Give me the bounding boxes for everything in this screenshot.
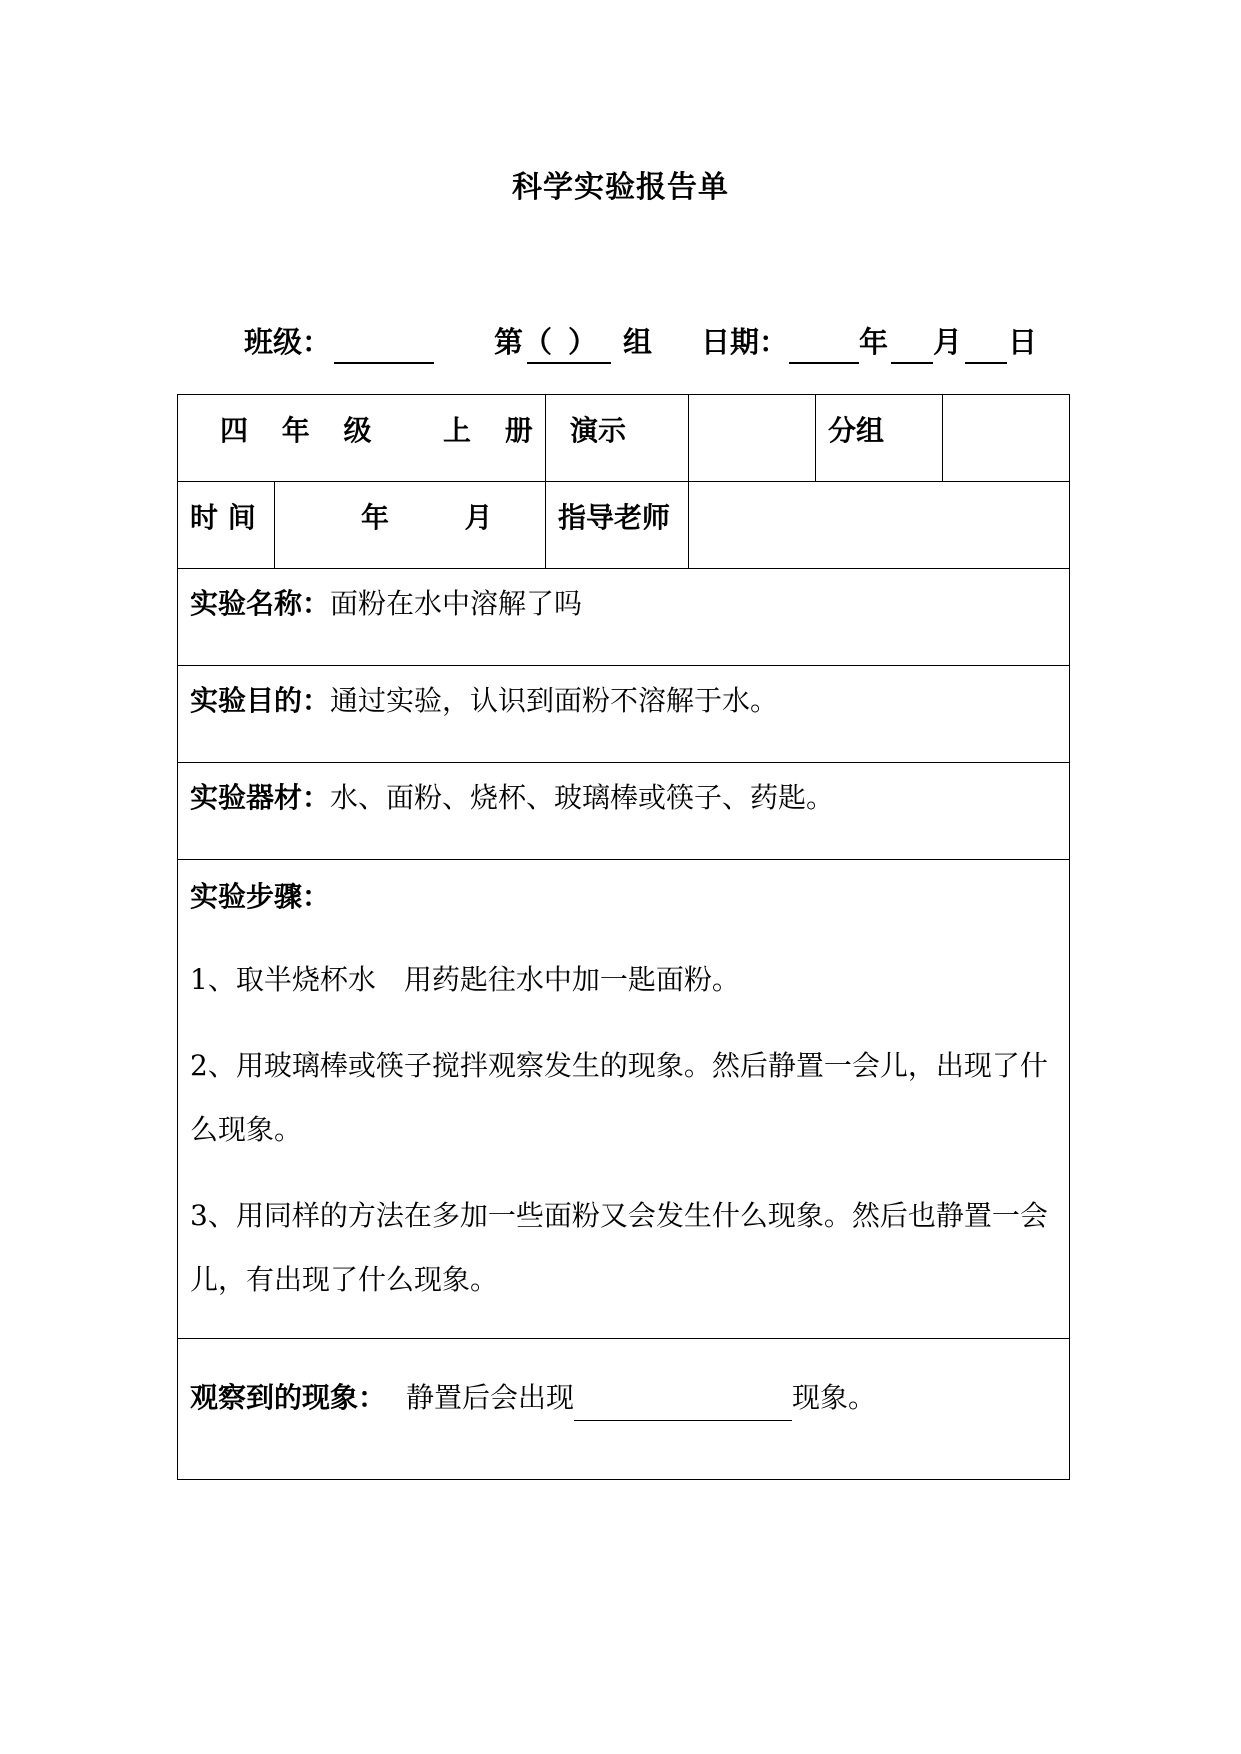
purpose-cell <box>178 666 1070 763</box>
step-item: 2、用玻璃棒或筷子搅拌观察发生的现象。然后静置一会儿，出现了什么现象。 <box>190 1049 1048 1146</box>
observe-blank-field[interactable] <box>574 1384 792 1421</box>
date-month-label: 月 <box>933 325 963 359</box>
materials-label: 实验器材： <box>190 781 331 814</box>
row-time <box>178 482 1070 569</box>
purpose-value: 通过实验，认识到面粉不溶解于水。 <box>330 684 779 717</box>
course-cell <box>178 395 546 482</box>
teacher-value-cell[interactable] <box>689 482 1070 569</box>
report-table <box>177 394 1070 1480</box>
group-suffix: 组 <box>623 325 653 359</box>
class-label: 班级： <box>244 325 332 359</box>
observe-label: 观察到的现象： <box>190 1381 387 1414</box>
demo-value-cell[interactable] <box>689 395 816 482</box>
volume-text: 上 册 <box>443 414 545 447</box>
date-year-label: 年 <box>859 325 889 359</box>
time-year: 年 <box>361 501 390 534</box>
demo-label: 演示 <box>570 414 627 447</box>
row-purpose <box>178 666 1070 763</box>
group-label: 分组 <box>828 414 885 447</box>
group-prefix: 第（ <box>494 325 553 359</box>
time-value-cell[interactable] <box>275 482 546 569</box>
date-day-label: 日 <box>1008 325 1038 359</box>
name-cell <box>178 569 1070 666</box>
steps-label: 实验步骤： <box>190 880 331 913</box>
group-mid: ） <box>568 325 598 359</box>
time-month: 月 <box>464 501 493 534</box>
row-name <box>178 569 1070 666</box>
date-day-field[interactable] <box>965 320 1007 364</box>
header-line <box>0 320 1241 364</box>
observe-prefix: 静置后会出现 <box>406 1381 575 1414</box>
time-label-cell <box>178 482 275 569</box>
time-label: 时 间 <box>190 501 256 534</box>
materials-cell <box>178 763 1070 860</box>
date-label: 日期： <box>701 325 789 359</box>
teacher-label: 指导老师 <box>558 501 671 534</box>
row-steps <box>178 860 1070 1339</box>
observation-cell <box>178 1339 1070 1480</box>
page-title: 科学实验报告单 <box>512 170 729 205</box>
demo-label-cell <box>546 395 689 482</box>
name-value: 面粉在水中溶解了吗 <box>330 587 583 620</box>
observe-suffix: 现象。 <box>792 1381 877 1414</box>
purpose-label: 实验目的： <box>190 684 331 717</box>
row-materials <box>178 763 1070 860</box>
date-year-field[interactable] <box>789 320 859 364</box>
step-item: 3、用同样的方法在多加一些面粉又会发生什么现象。然后也静置一会儿，有出现了什么现象。 <box>190 1199 1048 1296</box>
row-course <box>178 395 1070 482</box>
grade-text: 四 年 级 <box>220 414 384 447</box>
step-item: 1、取半烧杯水 用药匙往水中加一匙面粉。 <box>190 963 740 996</box>
class-field[interactable] <box>334 320 434 364</box>
date-month-field[interactable] <box>891 320 933 364</box>
group-label-cell <box>816 395 943 482</box>
row-observation <box>178 1339 1070 1480</box>
name-label: 实验名称： <box>190 587 331 620</box>
group-field[interactable] <box>527 320 611 364</box>
group-value-cell[interactable] <box>943 395 1070 482</box>
teacher-label-cell <box>546 482 689 569</box>
steps-cell <box>178 860 1070 1339</box>
materials-value: 水、面粉、烧杯、玻璃棒或筷子、药匙。 <box>330 781 835 814</box>
